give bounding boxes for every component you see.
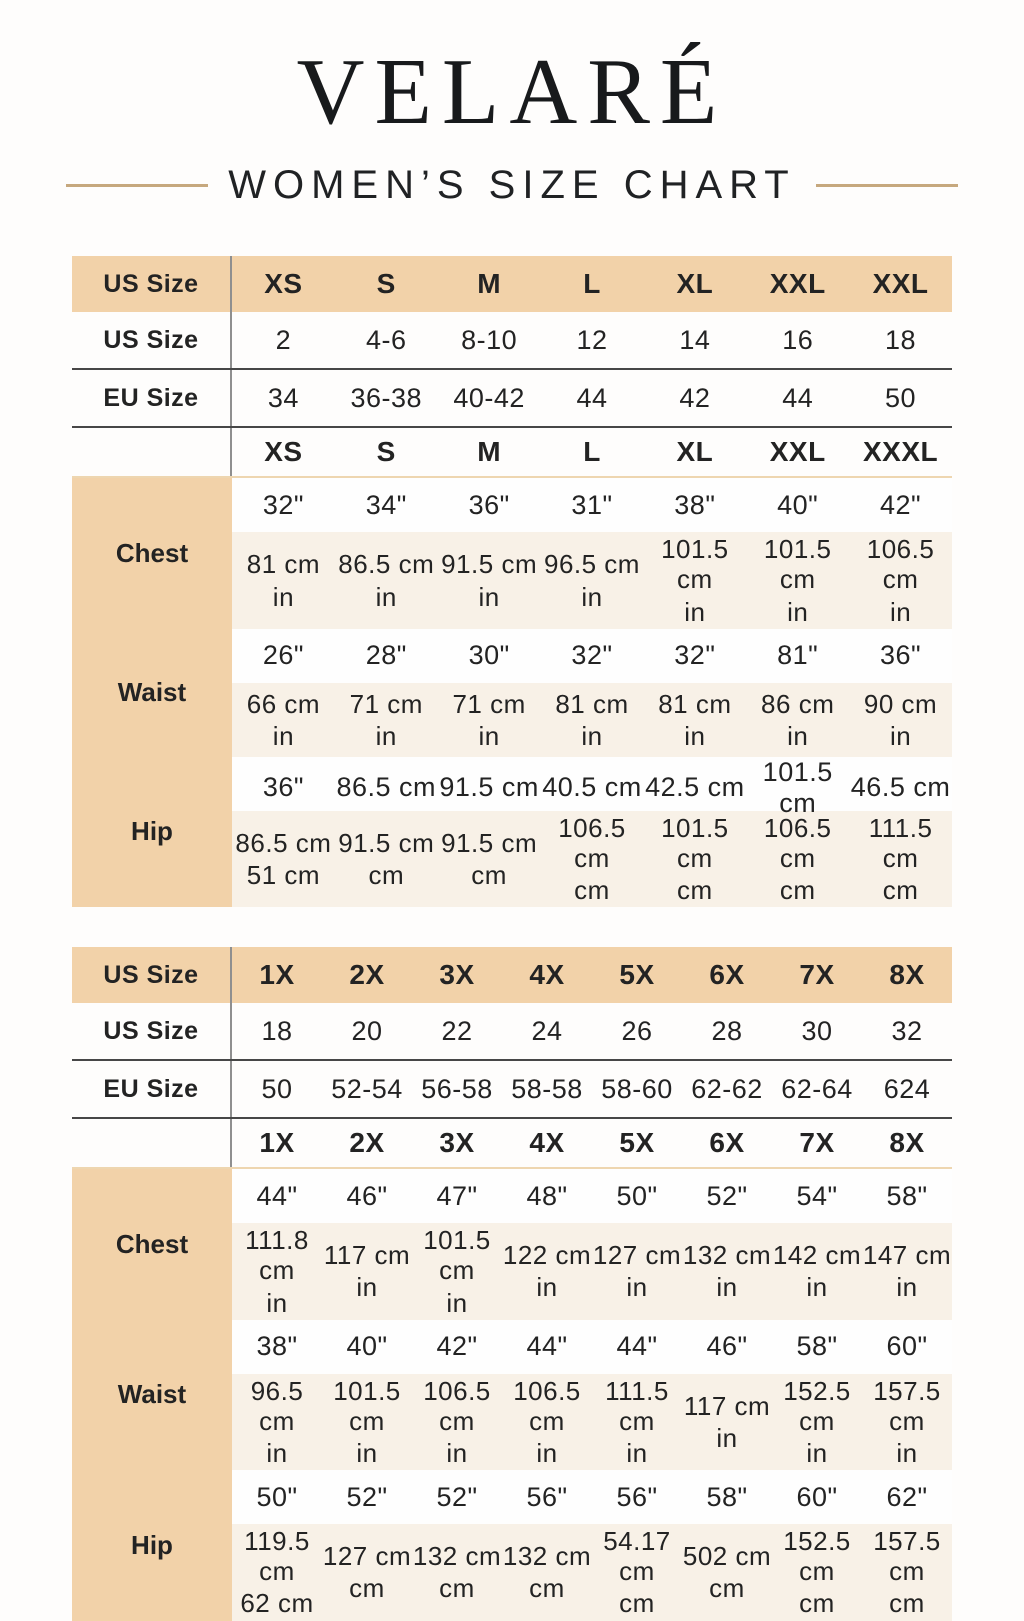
- us-size-cell: 20: [351, 1015, 383, 1046]
- unit-label: in: [375, 581, 397, 612]
- eu-size-cell: 62-64: [781, 1073, 853, 1104]
- row-label: US Size: [72, 312, 232, 368]
- cm-value: 101.5 cm: [661, 534, 729, 595]
- cm-cell: [412, 1541, 502, 1603]
- waist-cm-row: [232, 1374, 952, 1470]
- us-size-cell: 14: [679, 324, 711, 355]
- hip-measurement-section: [72, 757, 952, 907]
- inch-cell: 60": [796, 1481, 838, 1512]
- inch-cell: 40.5 cm: [542, 772, 642, 803]
- size-header-cell: 2X: [349, 959, 385, 991]
- us-size-cell: 22: [441, 1015, 473, 1046]
- inch-cell: 50": [256, 1481, 298, 1512]
- inch-cell: 38": [674, 489, 716, 520]
- unit-label: in: [478, 581, 500, 612]
- cm-cell: [412, 1225, 502, 1317]
- unit-label: in: [684, 720, 706, 751]
- cm-value: 106.5 cm: [423, 1375, 491, 1436]
- inch-cell: 46": [346, 1180, 388, 1211]
- right-divider-line: [816, 184, 958, 187]
- cm-value: 96.5 cm: [250, 1375, 304, 1436]
- unit-label: cm: [889, 1588, 925, 1619]
- cm-value: 106.5 cm: [866, 534, 935, 595]
- eu-size-cell: 36-38: [350, 382, 423, 413]
- us-size-cell: 32: [891, 1015, 923, 1046]
- cm-value: 157.5 cm: [873, 1375, 941, 1436]
- waist-measurement-section: [72, 1320, 952, 1470]
- chest-inches-row: [232, 1169, 952, 1223]
- inch-cell: 30": [468, 640, 510, 671]
- inch-cell: 32": [571, 640, 613, 671]
- unit-label: in: [889, 596, 912, 627]
- eu-size-cell: 42: [679, 382, 711, 413]
- waist-cm-row: [232, 683, 952, 757]
- unit-label: cm: [368, 859, 405, 890]
- inch-cell: 52": [346, 1481, 388, 1512]
- cm-cell: [643, 534, 746, 626]
- unit-label: in: [787, 720, 809, 751]
- cm-value: 132 cm: [682, 1240, 772, 1271]
- unit-label: in: [478, 720, 500, 751]
- eu-size-cell: 624: [883, 1073, 931, 1104]
- us-size-cell: 18: [261, 1015, 293, 1046]
- inch-cell: 52": [436, 1481, 478, 1512]
- eu-size-cell: 40-42: [453, 382, 525, 413]
- standard-size-table: [72, 256, 952, 907]
- inch-cell: 46": [706, 1331, 748, 1362]
- unit-label: cm: [619, 1588, 655, 1619]
- cm-cell: [772, 1526, 862, 1618]
- cm-cell: [232, 828, 335, 890]
- cm-value: 147 cm: [862, 1240, 952, 1271]
- cm-value: 90 cm: [863, 688, 938, 719]
- eu-size-cell: 52-54: [331, 1073, 403, 1104]
- inch-cell: 48": [526, 1180, 568, 1211]
- inch-cell: 32": [262, 489, 304, 520]
- cm-value: 106.5 cm: [513, 1375, 581, 1436]
- cm-cell: [232, 1376, 322, 1468]
- size-band-row: [72, 947, 952, 1003]
- eu-size-cell: 34: [267, 382, 299, 413]
- inch-cell: 26": [262, 640, 304, 671]
- unit-label: 51 cm: [246, 859, 321, 890]
- hip-inches-row: [232, 756, 952, 818]
- cm-cell: [335, 828, 438, 890]
- inch-cell: 28": [365, 640, 407, 671]
- inch-cell: 38": [256, 1331, 298, 1362]
- unit-label: in: [716, 1422, 738, 1453]
- cm-value: 157.5 cm: [873, 1526, 941, 1587]
- row-label: [72, 1119, 232, 1167]
- cm-cell: [541, 689, 644, 751]
- unit-label: cm: [882, 875, 919, 906]
- brand-title: VELARÉ: [296, 40, 728, 144]
- inch-cell: 81": [777, 640, 819, 671]
- inch-cell: 40": [346, 1331, 388, 1362]
- unit-label: in: [581, 720, 603, 751]
- cm-cell: [438, 828, 541, 890]
- cm-value: 81 cm: [658, 688, 732, 719]
- cm-value: 91.5 cm: [338, 827, 435, 858]
- eu-size-cell: 50: [885, 382, 917, 413]
- cm-value: 111.5 cm: [868, 812, 933, 873]
- cm-cell: [322, 1240, 412, 1302]
- size-header-cell: 6X: [709, 959, 745, 991]
- cm-cell: [335, 549, 438, 611]
- inch-cell: 101.5 cm: [762, 756, 833, 818]
- unit-label: cm: [799, 1588, 835, 1619]
- eu-size-cell: 62-62: [691, 1073, 763, 1104]
- cm-cell: [322, 1541, 412, 1603]
- measurement-label: Waist: [72, 629, 232, 757]
- unit-label: cm: [471, 859, 507, 890]
- eu-size-cell: 50: [261, 1073, 293, 1104]
- cm-value: 71 cm: [349, 688, 423, 719]
- size-letter-cell: 2X: [349, 1127, 385, 1159]
- chest-cm-row: [232, 532, 952, 628]
- cm-value: 106.5 cm: [558, 812, 626, 873]
- chest-measurement-section: [72, 478, 952, 628]
- size-letter-cell: XXL: [769, 436, 826, 468]
- size-letter-cell: XXXL: [862, 436, 939, 468]
- cm-cell: [682, 1391, 772, 1453]
- unit-label: in: [626, 1272, 648, 1303]
- size-header-cell: 3X: [439, 959, 475, 991]
- cm-value: 152.5 cm: [783, 1526, 851, 1587]
- size-letter-cell: 5X: [619, 1127, 655, 1159]
- row-label: US Size: [72, 256, 232, 312]
- unit-label: cm: [349, 1573, 385, 1604]
- inch-cell: 42": [880, 489, 922, 520]
- cm-value: 122 cm: [502, 1240, 592, 1271]
- us-size-cell: 8-10: [461, 324, 518, 355]
- unit-label: cm: [779, 875, 816, 906]
- unit-label: cm: [529, 1573, 565, 1604]
- unit-label: in: [806, 1437, 828, 1468]
- size-letter-cell: 1X: [259, 1127, 295, 1159]
- inch-cell: 40": [777, 489, 819, 520]
- size-header-cell: XS: [264, 268, 303, 300]
- cm-value: 117 cm: [683, 1390, 771, 1421]
- unit-label: in: [272, 720, 295, 751]
- inch-cell: 62": [886, 1481, 928, 1512]
- cm-cell: [849, 813, 952, 905]
- cm-cell: [322, 1376, 412, 1468]
- size-letter-row: [72, 1119, 952, 1169]
- cm-value: 117 cm: [323, 1240, 411, 1271]
- unit-label: in: [446, 1287, 468, 1318]
- cm-value: 101.5 cm: [333, 1375, 401, 1436]
- cm-cell: [412, 1376, 502, 1468]
- size-letter-cell: L: [583, 436, 601, 468]
- unit-label: in: [684, 596, 706, 627]
- size-header-cell: L: [583, 268, 601, 300]
- size-letter-cell: S: [376, 436, 396, 468]
- unit-label: 62 cm: [240, 1588, 314, 1619]
- inch-cell: 36": [262, 772, 304, 803]
- cm-value: 66 cm: [246, 688, 321, 719]
- cm-cell: [541, 549, 644, 611]
- unit-label: in: [626, 1437, 648, 1468]
- cm-cell: [862, 1526, 952, 1618]
- unit-label: in: [889, 720, 912, 751]
- cm-value: 132 cm: [502, 1541, 592, 1572]
- size-header-cell: 8X: [889, 959, 925, 991]
- size-letter-cell: 8X: [889, 1127, 925, 1159]
- cm-cell: [502, 1541, 592, 1603]
- cm-value: 96.5 cm: [543, 549, 640, 580]
- row-label: [72, 428, 232, 476]
- cm-value: 81 cm: [246, 549, 321, 580]
- inch-cell: 91.5 cm: [439, 772, 539, 803]
- cm-value: 127 cm: [322, 1541, 412, 1572]
- cm-value: 91.5 cm: [441, 827, 538, 858]
- us-size-cell: 12: [576, 324, 608, 355]
- inch-cell: 86.5 cm: [336, 772, 437, 803]
- unit-label: in: [356, 1272, 378, 1303]
- inch-cell: 36": [468, 489, 510, 520]
- cm-value: 152.5 cm: [783, 1375, 851, 1436]
- chest-cm-row: [232, 1223, 952, 1319]
- cm-value: 81 cm: [555, 688, 629, 719]
- size-letter-cell: 3X: [439, 1127, 475, 1159]
- us-size-row: [72, 1003, 952, 1061]
- cm-cell: [592, 1376, 682, 1468]
- plus-size-table: [72, 947, 952, 1620]
- us-size-cell: 30: [801, 1015, 833, 1046]
- us-size-cell: 28: [711, 1015, 743, 1046]
- cm-cell: [232, 549, 335, 611]
- cm-cell: [772, 1376, 862, 1468]
- inch-cell: 58": [886, 1180, 928, 1211]
- unit-label: in: [716, 1272, 738, 1303]
- size-header-cell: 7X: [799, 959, 835, 991]
- unit-label: in: [375, 720, 397, 751]
- inch-cell: 32": [674, 640, 716, 671]
- us-size-cell: 24: [531, 1015, 563, 1046]
- cm-cell: [592, 1526, 682, 1618]
- cm-cell: [541, 813, 644, 905]
- unit-label: in: [536, 1272, 558, 1303]
- inch-cell: 36": [880, 640, 922, 671]
- size-header-cell: XXL: [872, 268, 929, 300]
- unit-label: in: [356, 1437, 378, 1468]
- inch-cell: 56": [616, 1481, 658, 1512]
- cm-cell: [502, 1376, 592, 1468]
- size-letter-cell: M: [477, 436, 502, 468]
- subtitle-row: [0, 163, 1024, 208]
- row-label: EU Size: [72, 370, 232, 426]
- measurement-label: Hip: [72, 1470, 232, 1620]
- unit-label: cm: [439, 1573, 475, 1604]
- cm-cell: [746, 813, 849, 905]
- cm-value: 101.5 cm: [423, 1225, 491, 1286]
- size-letter-cell: XL: [676, 436, 714, 468]
- cm-cell: [232, 1225, 322, 1317]
- size-letter-row: [72, 428, 952, 478]
- unit-label: in: [266, 1287, 288, 1318]
- size-band-row: [72, 256, 952, 312]
- row-label: US Size: [72, 1003, 232, 1059]
- unit-label: in: [806, 1272, 828, 1303]
- cm-value: 132 cm: [412, 1541, 502, 1572]
- eu-size-row: [72, 370, 952, 428]
- inch-cell: 58": [796, 1331, 838, 1362]
- eu-size-cell: 58-60: [601, 1073, 673, 1104]
- hip-cm-row: [232, 1524, 952, 1620]
- inch-cell: 44": [526, 1331, 568, 1362]
- chest-inches-row: [232, 478, 952, 532]
- measurement-label: Chest: [72, 478, 232, 628]
- unit-label: in: [536, 1437, 558, 1468]
- eu-size-cell: 56-58: [421, 1073, 493, 1104]
- size-header-cell: S: [376, 268, 396, 300]
- size-header-cell: 1X: [259, 959, 295, 991]
- hip-cm-row: [232, 811, 952, 907]
- cm-cell: [849, 689, 952, 751]
- cm-value: 127 cm: [592, 1240, 682, 1271]
- cm-value: 86.5 cm: [338, 549, 435, 580]
- inch-cell: 44": [616, 1331, 658, 1362]
- unit-label: in: [896, 1437, 918, 1468]
- hip-inches-row: [232, 1470, 952, 1524]
- cm-cell: [746, 534, 849, 626]
- measurement-label: Chest: [72, 1169, 232, 1319]
- unit-label: in: [446, 1437, 468, 1468]
- cm-cell: [862, 1240, 952, 1302]
- left-divider-line: [66, 184, 208, 187]
- cm-cell: [438, 549, 541, 611]
- cm-value: 54.17 cm: [603, 1526, 671, 1587]
- cm-cell: [643, 813, 746, 905]
- cm-cell: [682, 1240, 772, 1302]
- size-letter-cell: XS: [264, 436, 303, 468]
- cm-cell: [643, 689, 746, 751]
- measurement-label: Waist: [72, 1320, 232, 1470]
- cm-value: 142 cm: [772, 1240, 862, 1271]
- cm-cell: [849, 534, 952, 626]
- cm-cell: [862, 1376, 952, 1468]
- row-label: US Size: [72, 947, 232, 1003]
- inch-cell: 47": [436, 1180, 478, 1211]
- unit-label: in: [896, 1272, 918, 1303]
- eu-size-cell: 44: [576, 382, 608, 413]
- us-size-row: [72, 312, 952, 370]
- row-label: EU Size: [72, 1061, 232, 1117]
- cm-cell: [232, 689, 335, 751]
- cm-cell: [438, 689, 541, 751]
- inch-cell: 46.5 cm: [850, 772, 951, 803]
- inch-cell: 52": [706, 1180, 748, 1211]
- unit-label: cm: [677, 875, 713, 906]
- cm-value: 91.5 cm: [441, 549, 538, 580]
- eu-size-cell: 58-58: [511, 1073, 583, 1104]
- cm-value: 86 cm: [761, 688, 835, 719]
- cm-value: 71 cm: [452, 688, 526, 719]
- size-header-cell: M: [477, 268, 502, 300]
- us-size-cell: 2: [275, 324, 292, 355]
- size-header-cell: 5X: [619, 959, 655, 991]
- cm-cell: [772, 1240, 862, 1302]
- inch-cell: 42.5 cm: [645, 772, 745, 803]
- inch-cell: 56": [526, 1481, 568, 1512]
- size-letter-cell: 6X: [709, 1127, 745, 1159]
- cm-value: 111.8 cm: [245, 1225, 309, 1286]
- unit-label: cm: [574, 875, 610, 906]
- cm-value: 502 cm: [682, 1541, 772, 1572]
- waist-inches-row: [232, 1320, 952, 1374]
- us-size-cell: 4-6: [366, 324, 407, 355]
- cm-cell: [592, 1240, 682, 1302]
- cm-value: 101.5 cm: [661, 812, 729, 873]
- size-letter-cell: 7X: [799, 1127, 835, 1159]
- inch-cell: 54": [796, 1180, 838, 1211]
- inch-cell: 44": [256, 1180, 298, 1211]
- eu-size-row: [72, 1061, 952, 1119]
- inch-cell: 31": [571, 489, 613, 520]
- cm-value: 119.5 cm: [244, 1526, 310, 1587]
- cm-value: 86.5 cm: [235, 827, 332, 858]
- inch-cell: 60": [886, 1331, 928, 1362]
- cm-value: 111.5 cm: [605, 1375, 669, 1436]
- cm-cell: [335, 689, 438, 751]
- unit-label: in: [787, 596, 809, 627]
- waist-inches-row: [232, 629, 952, 683]
- measurement-label: Hip: [72, 757, 232, 907]
- inch-cell: 50": [616, 1180, 658, 1211]
- size-letter-cell: 4X: [529, 1127, 565, 1159]
- us-size-cell: 26: [621, 1015, 653, 1046]
- cm-cell: [232, 1526, 322, 1618]
- cm-cell: [746, 689, 849, 751]
- unit-label: in: [581, 581, 603, 612]
- us-size-cell: 16: [782, 324, 814, 355]
- chest-measurement-section: [72, 1169, 952, 1319]
- cm-cell: [682, 1541, 772, 1603]
- hip-measurement-section: [72, 1470, 952, 1620]
- inch-cell: 42": [436, 1331, 478, 1362]
- size-header-cell: XXL: [769, 268, 826, 300]
- size-header-cell: XL: [676, 268, 714, 300]
- cm-value: 101.5 cm: [763, 534, 832, 595]
- unit-label: in: [272, 581, 295, 612]
- inch-cell: 34": [365, 489, 407, 520]
- size-header-cell: 4X: [529, 959, 565, 991]
- cm-value: 106.5 cm: [763, 812, 832, 873]
- unit-label: in: [266, 1437, 288, 1468]
- cm-cell: [502, 1240, 592, 1302]
- us-size-cell: 18: [885, 324, 917, 355]
- unit-label: cm: [709, 1573, 745, 1604]
- page-title: WOMEN’S SIZE CHART: [228, 163, 796, 208]
- inch-cell: 58": [706, 1481, 748, 1512]
- waist-measurement-section: [72, 629, 952, 757]
- eu-size-cell: 44: [782, 382, 814, 413]
